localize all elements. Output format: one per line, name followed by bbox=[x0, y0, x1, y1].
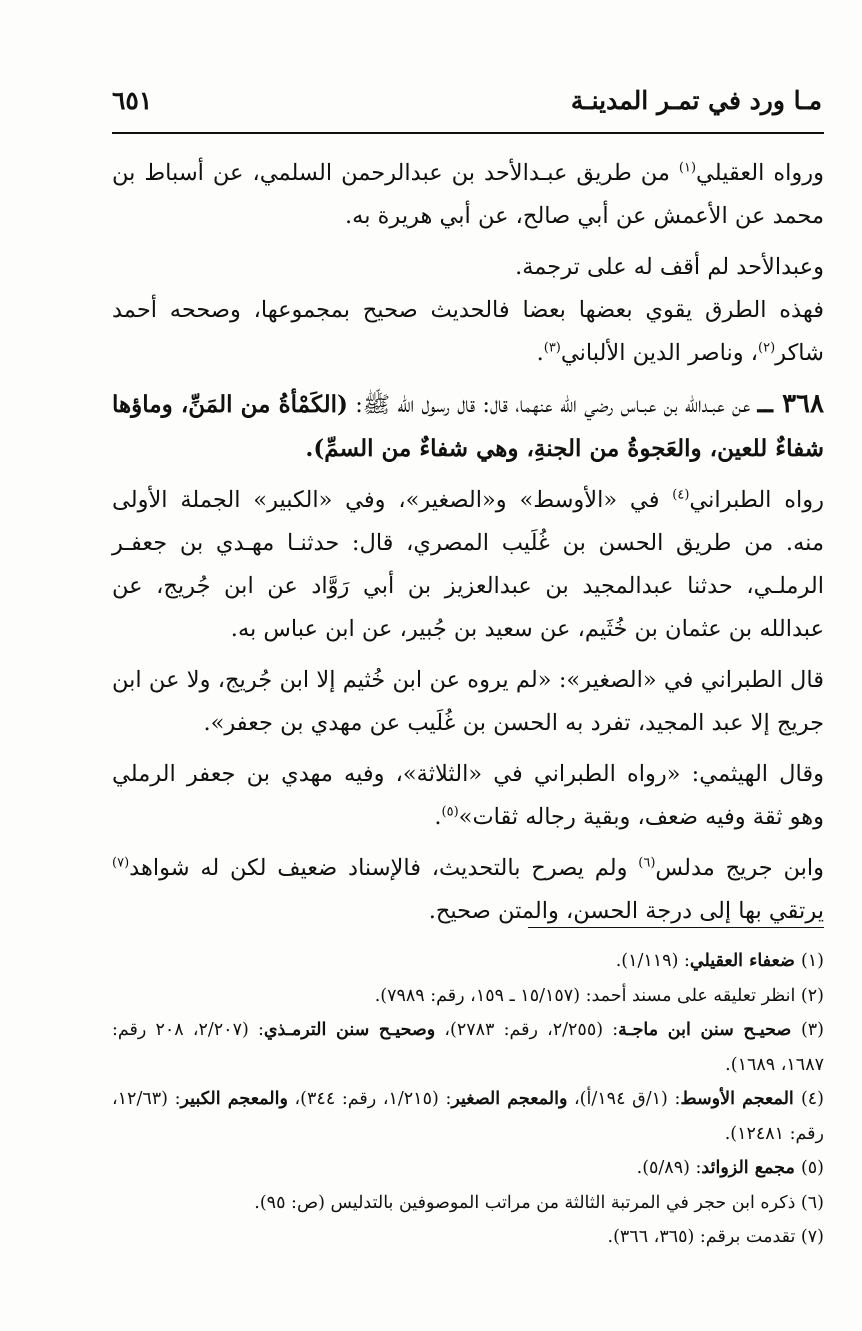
paragraph-abdulahad: وعبدالأحد لم أقف له على ترجمة. bbox=[515, 254, 824, 280]
text-run: ، وناصر الدين الألباني bbox=[560, 340, 759, 366]
text-run: : (١/ق ١٩٤/أ)، bbox=[567, 1089, 681, 1109]
hadith-matn: (الكَمْأةُ من المَنِّ، وماؤها شفاءٌ للعين، والعَجوةُ من الجنةِ، وهي شفاءٌ من السمِّ). bbox=[112, 391, 824, 462]
paragraph-tabarani-quote: قال الطبراني في «الصغير»: «لم يروه عن ابن خُثيم إلا ابن جُريج، ولا عن ابن جريج إلا عبد المجيد، تفرد به الحسن بن غُلَيب عن مهدي بن جعفر». bbox=[112, 667, 824, 736]
footnote-number: (٣) bbox=[800, 1020, 824, 1040]
footnote-ref-1: (١) bbox=[678, 160, 697, 176]
source-title: مجمع الزوائد bbox=[701, 1158, 801, 1178]
source-title: صحيـح سنن ابن ماجـة bbox=[618, 1020, 801, 1040]
footnote-number: (١) bbox=[800, 951, 824, 971]
text-run: وقال الهيثمي: «رواه الطبراني في «الثلاثة»، وفيه مهدي بن جعفر الرملي وهو ثقة وفيه ضعف، وبقية رجاله ثقات» bbox=[112, 761, 824, 830]
source-title: ضعفاء العقيلي bbox=[689, 951, 801, 971]
hadith-intro: عن عبـدالله بن عبـاس رضي الله عنهما، قال: قال رسول الله ﷺ: bbox=[355, 392, 758, 418]
paragraph-haythami bbox=[112, 753, 824, 839]
text-run: رواه الطبراني bbox=[689, 487, 824, 513]
footnote-5 bbox=[112, 1151, 824, 1186]
text-run: وابن جريج مدلس bbox=[655, 855, 824, 881]
text-run: . bbox=[434, 804, 442, 830]
text-run: : (٥/٨٩). bbox=[636, 1158, 702, 1178]
text-run: : (١/١١٩). bbox=[615, 951, 690, 971]
footnote-2: (٢) انظر تعليقه على مسند أحمد: (١٥/١٥٧ ـ ١٥٩، رقم: ٧٩٨٩). bbox=[374, 985, 824, 1006]
footnote-4 bbox=[112, 1082, 824, 1151]
text-run: من طريق عبـدالأحد بن عبدالرحمن السلمي، عن أسباط بن محمد عن الأعمش عن أبي صالح، عن أبي هريرة به. bbox=[112, 160, 824, 229]
text-run: فهذه الطرق يقوي بعضها بعضا فالحديث صحيح بمجموعها، وصححه أحمد شاكر bbox=[112, 297, 824, 366]
hadith-368 bbox=[112, 383, 824, 471]
text-run: ورواه العقيلي bbox=[696, 160, 824, 186]
footnote-ref-3: (٣) bbox=[543, 340, 561, 356]
paragraph-verdict bbox=[112, 289, 824, 375]
footnote-7: (٧) تقدمت برقم: (٣٦٥، ٣٦٦). bbox=[607, 1227, 824, 1247]
paragraph-uqayli bbox=[112, 152, 824, 238]
main-text bbox=[112, 152, 824, 941]
footnote-number: (٥) bbox=[800, 1158, 824, 1178]
footnote-ref-4: (٤) bbox=[672, 487, 690, 503]
source-title: والمعجم الصغير bbox=[451, 1089, 568, 1109]
footnote-number: (٤) bbox=[800, 1089, 824, 1109]
footnote-3 bbox=[112, 1013, 824, 1082]
text-run: ولم يصرح بالتحديث، فالإسناد ضعيف لكن له شواهد bbox=[129, 855, 639, 881]
source-title: والمعجم الكبير bbox=[180, 1089, 288, 1109]
text-run: يرتقي بها إلى درجة الحسن، والمتن صحيح. bbox=[428, 898, 824, 924]
footnotes bbox=[112, 944, 824, 1255]
header-rule bbox=[112, 132, 824, 134]
paragraph-conclusion bbox=[112, 847, 824, 933]
footnote-separator bbox=[528, 927, 824, 928]
footnote-ref-5: (٥) bbox=[441, 804, 459, 820]
paragraph-tabarani bbox=[112, 479, 824, 651]
text-run: : (١/٢١٥، رقم: ٣٤٤)، bbox=[287, 1089, 452, 1109]
source-title: وصحيـح سنن الترمـذي bbox=[263, 1020, 436, 1040]
source-title: المعجم الأوسط bbox=[680, 1089, 801, 1109]
footnote-ref-7: (٧) bbox=[112, 855, 130, 871]
footnote-ref-6: (٦) bbox=[638, 855, 656, 871]
text-run: : (٢/٢٠٧، ٢٠٨ رقم: ١٦٨٧، ١٦٨٩). bbox=[112, 1020, 824, 1075]
page-number: ٦٥١ bbox=[112, 86, 153, 115]
text-run: : (١٢/٦٣، رقم: ١٢٤٨١). bbox=[112, 1089, 824, 1144]
text-run: . bbox=[536, 340, 544, 366]
hadith-number: ٣٦٨ ــ bbox=[757, 389, 824, 419]
page-header bbox=[112, 86, 822, 126]
footnote-ref-2: (٢) bbox=[758, 340, 776, 356]
text-run: : (٢/٢٥٥، رقم: ٢٧٨٣)، bbox=[435, 1020, 619, 1040]
text-run: في «الأوسط» و«الصغير»، وفي «الكبير» الجملة الأولى منه. من طريق الحسن بن غُلَيب المصري، قال: حدثنـا مهـدي بن جعفـر الرملـي، حدثنا عبدالمجيد بن عبدالعزيز بن أبي رَوَّاد عن ابن جُريج، عن عبدالله بن عثمان بن خُثَيم، عن سعيد بن جُبير، عن ابن عباس به. bbox=[112, 487, 824, 642]
running-title: مـا ورد في تمـر المدينـة bbox=[570, 86, 822, 115]
footnote-6: (٦) ذكره ابن حجر في المرتبة الثالثة من مراتب الموصوفين بالتدليس (ص: ٩٥). bbox=[254, 1192, 824, 1213]
footnote-1 bbox=[112, 944, 824, 979]
